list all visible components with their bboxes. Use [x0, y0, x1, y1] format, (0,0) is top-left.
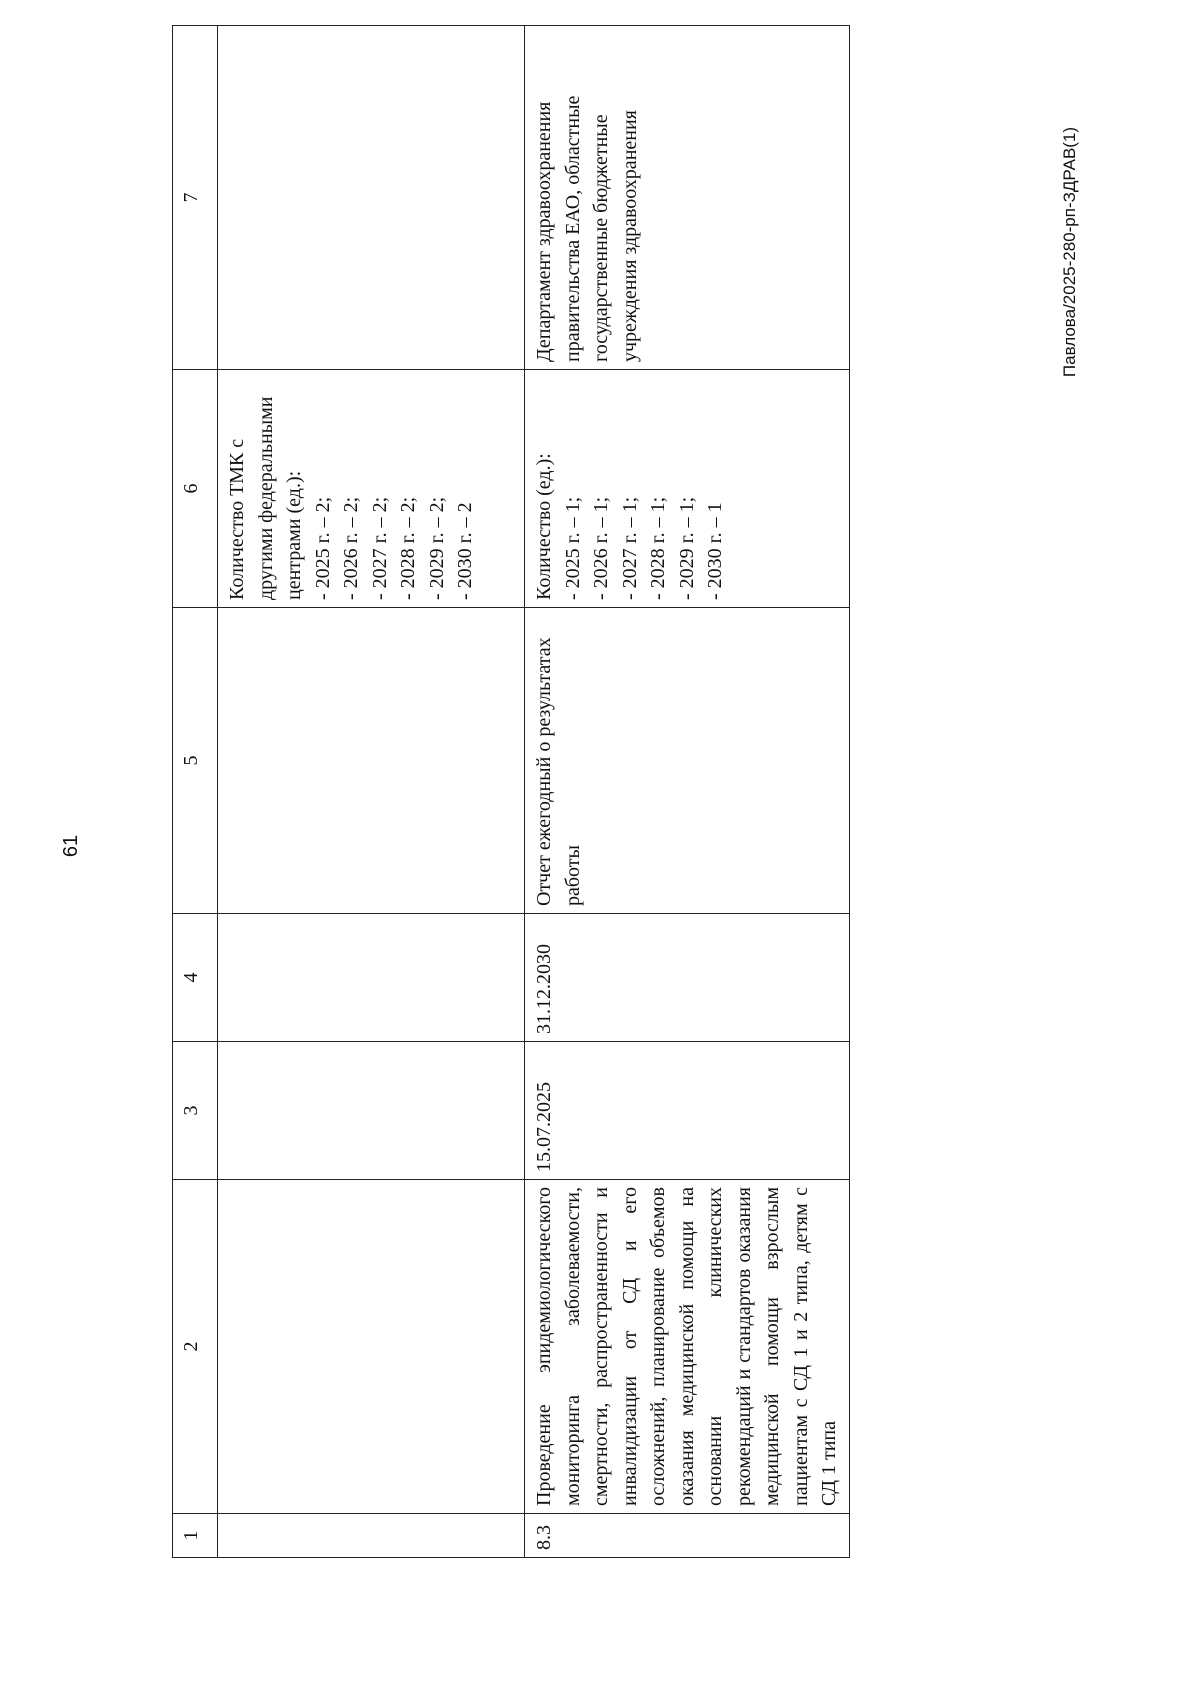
indicator-value: - 2026 г. – 2;	[340, 496, 362, 600]
cell-responsible: Департамент здравоохранения правительства ЕАО, областные государственные бюджетные учреждения здравоохранения	[525, 26, 850, 370]
indicator-value: - 2026 г. – 1;	[590, 496, 612, 600]
cell-event: Проведение эпидемиологического мониторинга заболеваемости, смертности, распространенности и инвалидизации от СД и его осложнений, планирование объемов оказания медицинской помощи на основании клинических рекомендаций и стандартов оказания медицинской помощи взрослым пациентам с СД 1 и 2 типа, детям с СД 1 типа	[525, 1180, 850, 1514]
header-cell-4: 4	[173, 914, 218, 1042]
header-cell-1: 1	[173, 1514, 218, 1558]
table-row	[525, 26, 850, 1558]
indicator-value: - 2030 г. – 2	[454, 502, 476, 600]
header-cell-3: 3	[173, 1042, 218, 1180]
indicator-value: - 2029 г. – 2;	[425, 496, 448, 600]
cell-end-date	[218, 914, 525, 1042]
cell-result	[218, 608, 525, 914]
footer-reference: Павлова/2025-280-рп-ЗДРАВ(1)	[1060, 126, 1079, 378]
indicator-value: - 2028 г. – 2;	[397, 496, 419, 600]
indicator-value: - 2028 г. – 1;	[647, 496, 669, 600]
cell-result: Отчет ежегодный о результатах работы	[525, 608, 850, 914]
table-row	[218, 26, 525, 1558]
header-cell-5: 5	[173, 608, 218, 914]
cell-number	[218, 1514, 525, 1558]
cell-end-date: 31.12.2030	[525, 914, 850, 1042]
header-cell-6: 6	[173, 370, 218, 608]
cell-start-date	[218, 1042, 525, 1180]
indicator-title: Количество (ед.):	[533, 453, 555, 600]
cell-indicator	[525, 370, 850, 608]
indicator-value: - 2029 г. – 1;	[675, 496, 698, 600]
cell-start-date: 15.07.2025	[525, 1042, 850, 1180]
cell-number: 8.3	[525, 1514, 850, 1558]
indicator-value: - 2027 г. – 1;	[618, 496, 641, 600]
header-cell-2: 2	[173, 1180, 218, 1514]
cell-event	[218, 1180, 525, 1514]
page-number: 61	[60, 834, 82, 858]
plan-table	[172, 25, 850, 1558]
cell-responsible	[218, 26, 525, 370]
indicator-value: - 2025 г. – 2;	[311, 496, 334, 600]
header-row	[173, 26, 218, 1558]
cell-indicator	[218, 370, 525, 608]
indicator-value: - 2027 г. – 2;	[368, 496, 391, 600]
header-cell-7: 7	[173, 26, 218, 370]
indicator-value: - 2030 г. – 1	[704, 502, 726, 600]
indicator-value: - 2025 г. – 1;	[561, 496, 584, 600]
indicator-title: Количество ТМК с другими федеральными центрами (ед.):	[226, 396, 305, 600]
